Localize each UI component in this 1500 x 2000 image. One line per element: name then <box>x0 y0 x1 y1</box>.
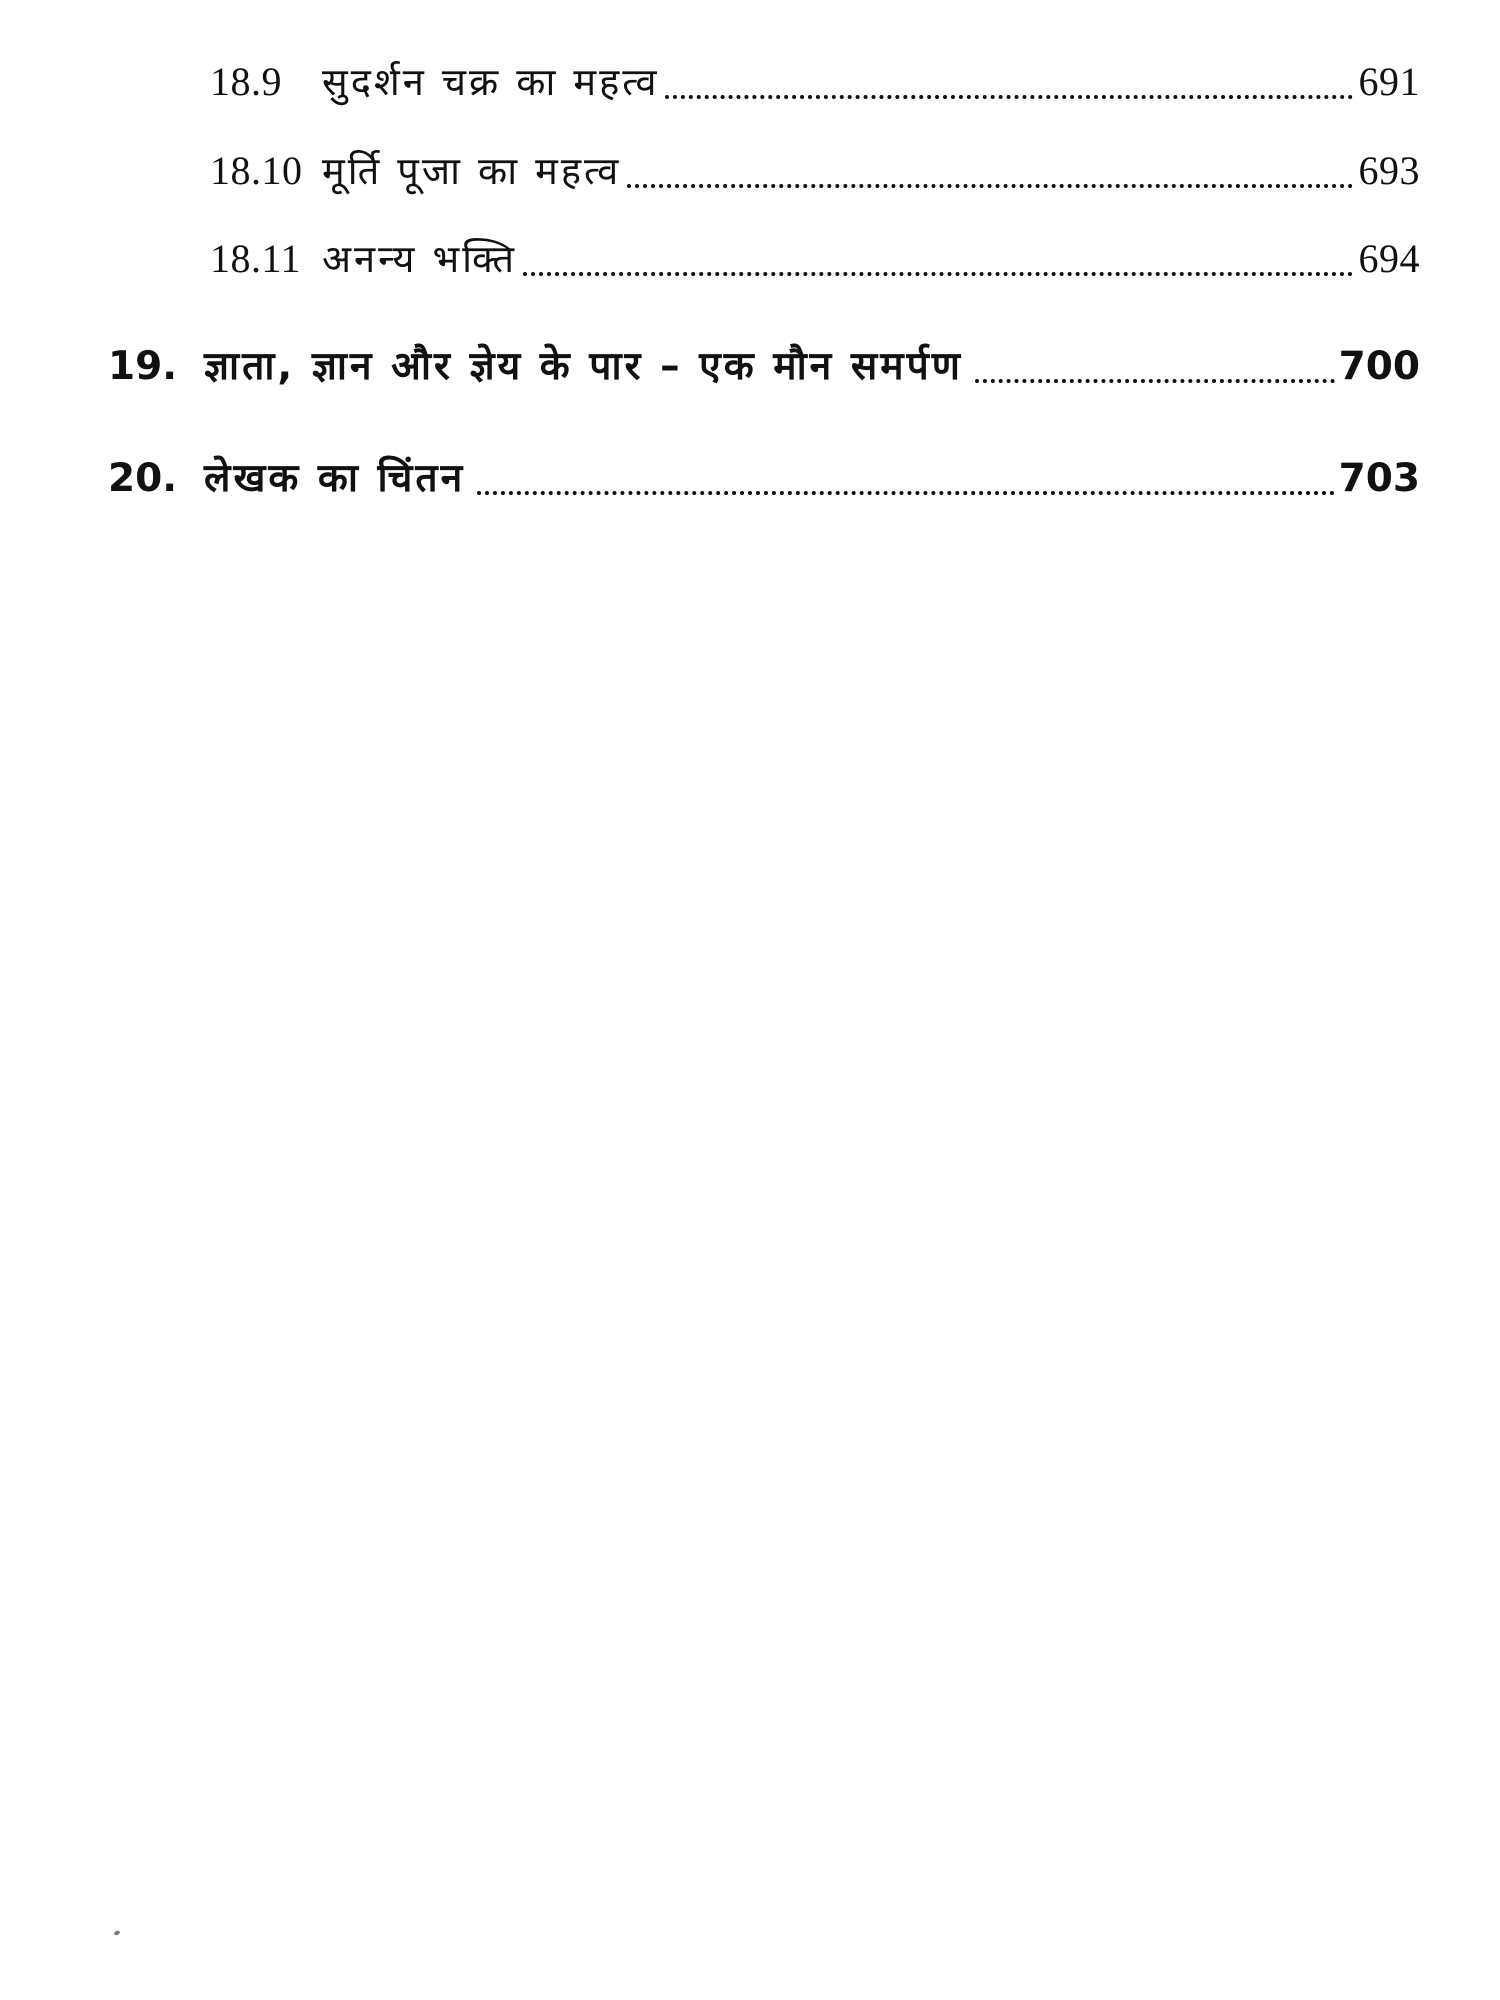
toc-entry-18-11 <box>210 233 1420 285</box>
chapter-page-number: 700 <box>1338 344 1420 389</box>
chapter-number: 19. <box>108 344 178 389</box>
chapter-title: ज्ञाता, ज्ञान और ज्ञेय के पार – एक मौन समर्पण <box>204 344 963 389</box>
toc-entry-18-9 <box>210 56 1420 108</box>
chapter-page-number: 703 <box>1338 456 1420 501</box>
entry-page-number: 693 <box>1358 148 1420 193</box>
entry-title: अनन्य भक्ति <box>322 237 518 281</box>
entry-page-number: 691 <box>1358 59 1420 104</box>
dot-leader <box>665 95 1352 99</box>
toc-entry-20 <box>108 451 1420 507</box>
entry-title: सुदर्शन चक्र का महत्व <box>322 60 660 104</box>
dot-leader <box>627 184 1352 188</box>
chapter-number: 20. <box>108 456 178 501</box>
entry-number: 18.9 <box>210 59 282 104</box>
dot-leader <box>975 379 1335 383</box>
chapter-title: लेखक का चिंतन <box>204 456 466 501</box>
dot-leader <box>523 272 1352 276</box>
toc-entry-19 <box>108 339 1420 395</box>
entry-number: 18.10 <box>210 148 303 193</box>
entry-title: मूर्ति पूजा का महत्व <box>322 149 622 193</box>
dot-leader <box>477 491 1334 495</box>
toc-entry-18-10 <box>210 145 1420 197</box>
entry-number: 18.11 <box>210 236 302 281</box>
entry-page-number: 694 <box>1358 236 1420 281</box>
